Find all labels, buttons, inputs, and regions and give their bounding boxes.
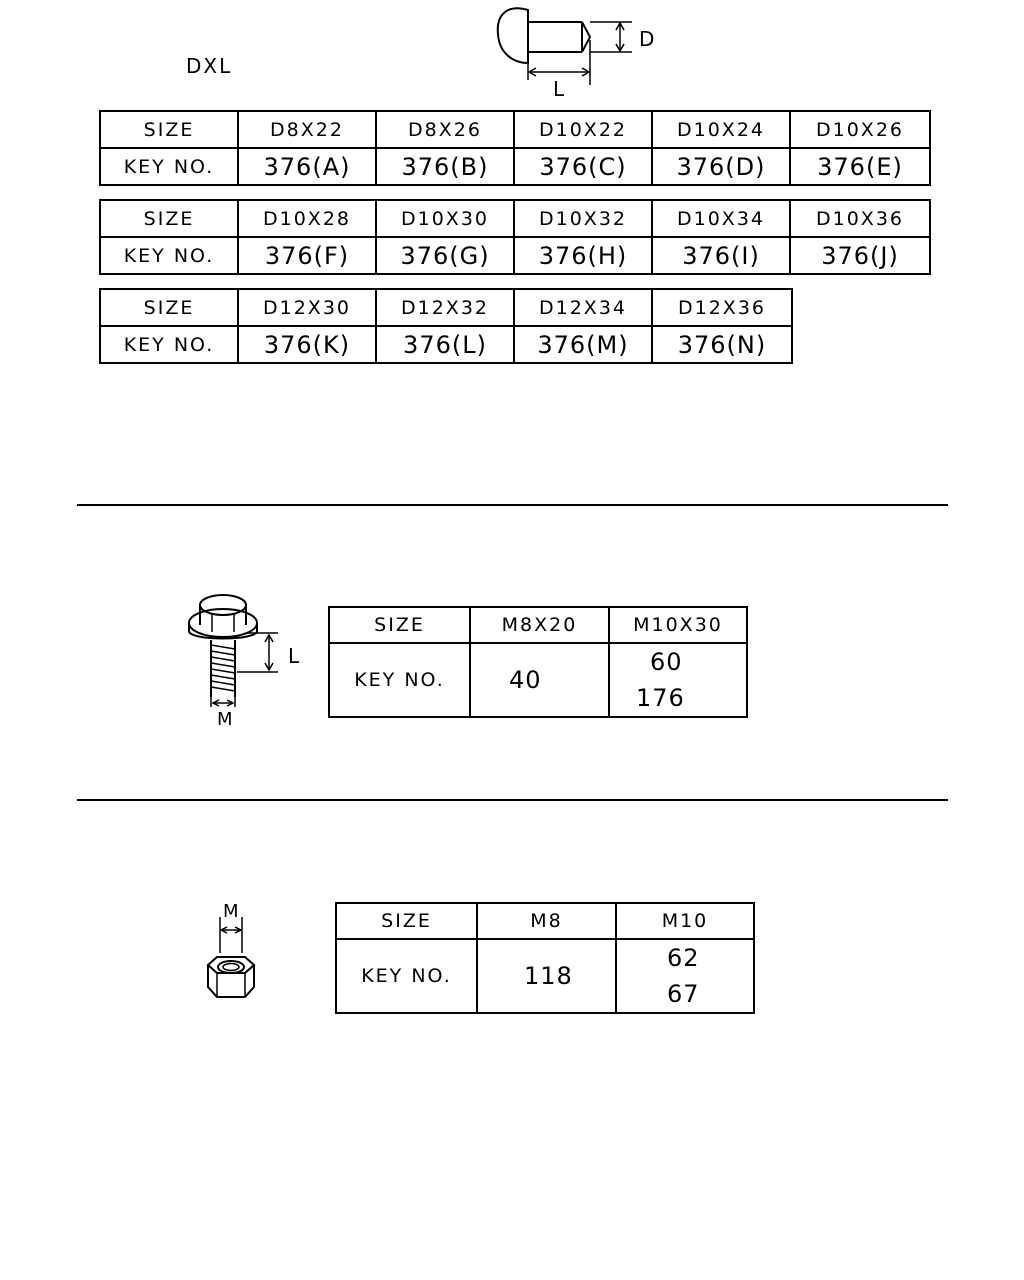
size-header: SIZE [100,111,238,148]
section-divider [77,504,948,506]
key-no-header: KEY NO. [336,939,477,1013]
rivet-size-title: DXL [186,54,233,78]
size-cell: D10X24 [652,111,790,148]
size-cell: D10X36 [790,200,930,237]
key-no-cell: 376(F) [238,237,376,274]
size-cell: D8X26 [376,111,514,148]
key-no-cell: 376(J) [790,237,930,274]
key-no-header: KEY NO. [100,148,238,185]
key-no-cell: 376(L) [376,326,514,363]
rivet-dim-d-label: D [639,27,657,51]
key-no-cell [470,643,609,717]
key-no-cell [616,939,754,1013]
key-no-value: 67 [667,980,700,1008]
section-divider [77,799,948,801]
key-no-header: KEY NO. [100,326,238,363]
key-no-cell: 376(A) [238,148,376,185]
rivet-diagram [490,0,670,105]
key-no-cell: 376(C) [514,148,652,185]
size-cell: D10X22 [514,111,652,148]
size-cell: D12X32 [376,289,514,326]
size-cell: M10X30 [609,607,747,643]
key-no-cell: 376(I) [652,237,790,274]
size-cell: D8X22 [238,111,376,148]
key-no-cell: 376(K) [238,326,376,363]
key-no-cell [477,939,616,1013]
size-header: SIZE [336,903,477,939]
size-header: SIZE [100,289,238,326]
size-header: SIZE [100,200,238,237]
key-no-cell: 376(M) [514,326,652,363]
size-cell: D10X26 [790,111,930,148]
size-cell: M10 [616,903,754,939]
size-cell: M8X20 [470,607,609,643]
size-cell: D10X30 [376,200,514,237]
size-cell: D10X34 [652,200,790,237]
nut-dim-m-label: M [223,901,241,922]
key-no-value: 60 [650,648,683,676]
size-cell: D12X30 [238,289,376,326]
key-no-cell: 376(N) [652,326,792,363]
size-header: SIZE [329,607,470,643]
size-cell: D12X34 [514,289,652,326]
size-cell: M8 [477,903,616,939]
key-no-value: 40 [509,666,542,694]
key-no-value: 118 [524,962,573,990]
key-no-header: KEY NO. [100,237,238,274]
key-no-value: 62 [667,944,700,972]
size-cell: D12X36 [652,289,792,326]
rivet-table-1 [99,110,931,186]
bolt-dim-m-label: M [217,709,235,730]
rivet-dim-l-label: L [553,77,567,101]
key-no-cell: 376(G) [376,237,514,274]
bolt-dim-l-label: L [288,644,302,668]
size-cell: D10X28 [238,200,376,237]
key-no-cell: 376(D) [652,148,790,185]
key-no-cell: 376(E) [790,148,930,185]
bolt-table [328,606,748,718]
key-no-value: 176 [636,684,685,712]
rivet-table-2 [99,199,931,275]
size-cell: D10X32 [514,200,652,237]
flange-bolt-diagram [180,585,300,735]
rivet-table-3 [99,288,793,364]
key-no-cell: 376(B) [376,148,514,185]
key-no-header: KEY NO. [329,643,470,717]
nut-table [335,902,755,1014]
key-no-cell [609,643,747,717]
key-no-cell: 376(H) [514,237,652,274]
nut-diagram [195,915,275,1005]
